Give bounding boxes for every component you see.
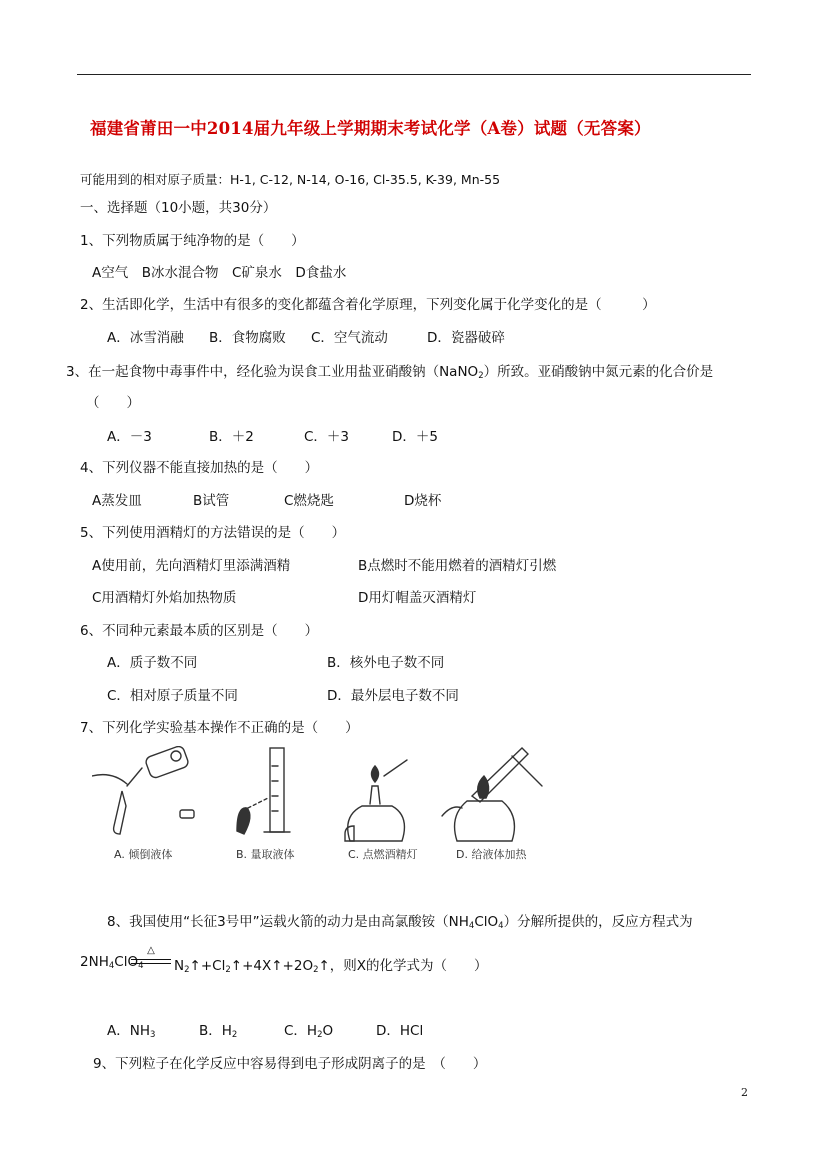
page-number: 2	[741, 1086, 748, 1099]
question-8-option-a: A．$NH_3$	[107, 1023, 156, 1040]
question-5-option-b: B点燃时不能用燃着的酒精灯引燃	[358, 558, 557, 574]
question-5-stem: 5、下列使用酒精灯的方法错误的是（ ）	[80, 525, 346, 541]
question-4-option-b: B试管	[193, 493, 230, 509]
question-8-equation-right: $N_2↑+Cl_2↑+4X↑+2O_2↑$，则X的化学式为（ ）	[174, 958, 488, 975]
question-8-option-d: D．HCl	[376, 1023, 424, 1039]
section-heading: 一、选择题（10小题，共30分）	[80, 200, 277, 216]
question-8-option-b: B．$H_2$	[199, 1023, 238, 1040]
question-3-stem: 3、在一起食物中毒事件中，经化验为误食工业用盐亚硝酸钠（NaNO$_2$）所致。亚硝酸钠中氮元素的化合价是	[66, 364, 714, 381]
question-4-stem: 4、下列仪器不能直接加热的是（ ）	[80, 460, 319, 476]
question-6-option-b: B．核外电子数不同	[327, 655, 445, 671]
question-2-option-b: B．食物腐败	[209, 330, 286, 346]
header-rule	[77, 74, 751, 75]
question-6-option-a: A．质子数不同	[107, 655, 198, 671]
question-8-stem: 8、我国使用“长征3号甲”运载火箭的动力是由高氯酸铵$(NH_4ClO_4)$分解所提供的，反应方程式为	[107, 914, 693, 931]
question-3-option-c: C．＋3	[304, 429, 350, 445]
question-3-option-a: A．－3	[107, 429, 152, 445]
atomic-masses-line: 可能用到的相对原子质量：H-1, C-12, N-14, O-16, Cl-35.5, K-39, Mn-55	[80, 172, 501, 187]
page-title: 福建省莆田一中2014届九年级上学期期末考试化学（A卷）试题（无答案）	[90, 119, 651, 138]
question-9-stem: 9、下列粒子在化学反应中容易得到电子形成阴离子的是 （ ）	[93, 1056, 487, 1072]
question-2-stem: 2、生活即化学，生活中有很多的变化都蕴含着化学原理，下列变化属于化学变化的是（ ）	[80, 297, 656, 313]
figure-caption-d: D. 给液体加热	[456, 848, 527, 861]
figure-caption-a: A. 倾倒液体	[114, 848, 173, 861]
question-1-options: A空气 B冰水混合物 C矿泉水 D食盐水	[92, 265, 347, 281]
figure-caption-c: C. 点燃酒精灯	[348, 848, 418, 861]
question-5-option-a: A使用前，先向酒精灯里添满酒精	[92, 558, 291, 574]
question-6-stem: 6、不同种元素最本质的区别是（ ）	[80, 623, 319, 639]
question-2-option-a: A．冰雪消融	[107, 330, 184, 346]
question-8-option-c: C．$H_2O$	[284, 1023, 334, 1040]
lab-operations-figure	[92, 746, 552, 868]
question-3-option-d: D．＋5	[392, 429, 438, 445]
question-4-option-a: A蒸发皿	[92, 493, 142, 509]
figure-caption-b: B. 量取液体	[236, 848, 295, 861]
question-8-equation-left: $2NH_4ClO_4$	[80, 954, 144, 971]
question-5-option-c: C用酒精灯外焰加热物质	[92, 590, 237, 606]
question-2-option-c: C．空气流动	[311, 330, 388, 346]
question-3-paren: （ ）	[86, 395, 140, 411]
question-6-option-c: C．相对原子质量不同	[107, 688, 238, 704]
question-5-option-d: D用灯帽盖灭酒精灯	[358, 590, 477, 606]
lab-operations-drawing	[92, 746, 552, 846]
question-1-stem: 1、下列物质属于纯净物的是（ ）	[80, 233, 305, 249]
question-3-option-b: B．＋2	[209, 429, 254, 445]
question-2-option-d: D．瓷器破碎	[427, 330, 505, 346]
question-6-option-d: D．最外层电子数不同	[327, 688, 459, 704]
heat-symbol: △	[147, 945, 155, 956]
question-4-option-d: D烧杯	[404, 493, 442, 509]
question-4-option-c: C燃烧匙	[284, 493, 334, 509]
question-7-stem: 7、下列化学实验基本操作不正确的是（ ）	[80, 720, 359, 736]
